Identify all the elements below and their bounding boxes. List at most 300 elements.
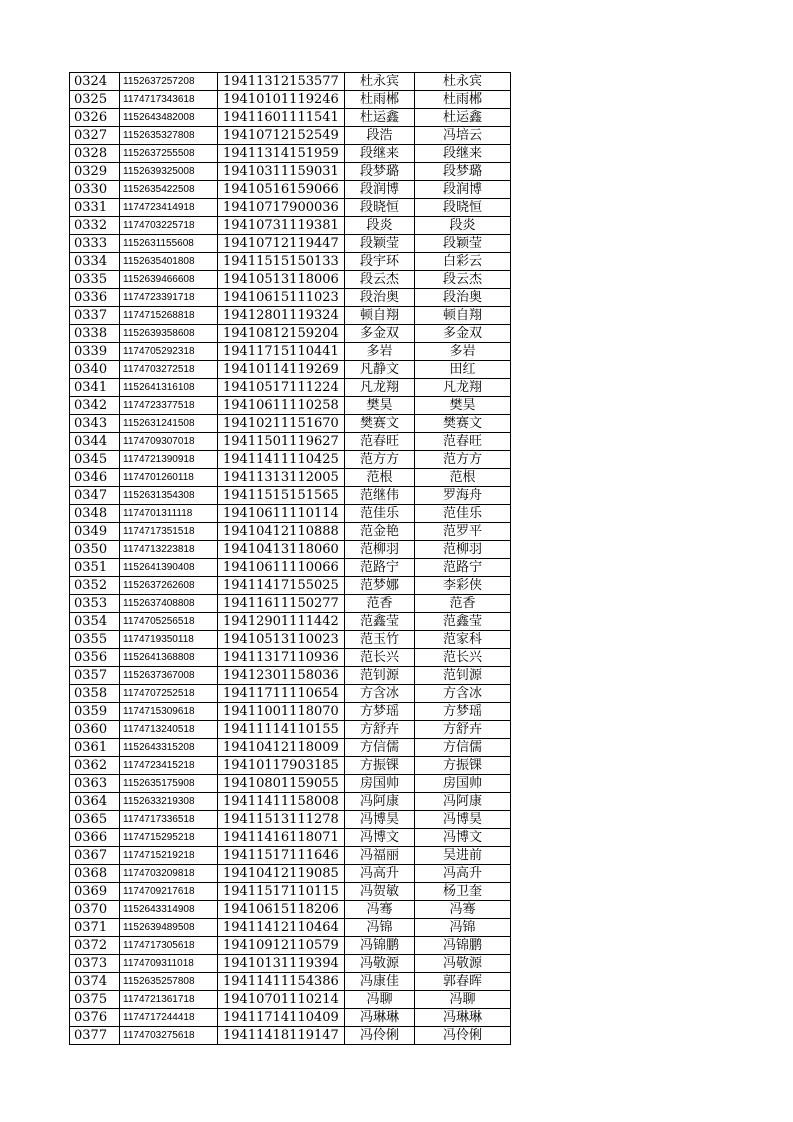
secondary-name-cell: 范罗平 <box>415 523 511 541</box>
name-cell: 冯骞 <box>345 901 415 919</box>
name-cell: 冯聊 <box>345 991 415 1009</box>
registration-number-cell: 19411411158008 <box>218 793 345 811</box>
table-row <box>70 415 511 433</box>
table-row <box>70 91 511 109</box>
secondary-name-cell: 杜永宾 <box>415 73 511 91</box>
name-cell: 段颖莹 <box>345 235 415 253</box>
table-row <box>70 649 511 667</box>
table-row <box>70 703 511 721</box>
serial-number-cell: 0365 <box>70 811 120 829</box>
serial-number-cell: 0374 <box>70 973 120 991</box>
secondary-name-cell: 杨卫奎 <box>415 883 511 901</box>
table-row <box>70 109 511 127</box>
secondary-name-cell: 杜运鑫 <box>415 109 511 127</box>
secondary-name-cell: 李彩侠 <box>415 577 511 595</box>
secondary-name-cell: 方振锞 <box>415 757 511 775</box>
secondary-name-cell: 方梦瑶 <box>415 703 511 721</box>
table-row <box>70 613 511 631</box>
id-number-cell: 1152637367008 <box>120 667 218 685</box>
table-row <box>70 901 511 919</box>
id-number-cell: 1174719350118 <box>120 631 218 649</box>
secondary-name-cell: 范春旺 <box>415 433 511 451</box>
table-row <box>70 235 511 253</box>
table-row <box>70 433 511 451</box>
id-number-cell: 1174713223818 <box>120 541 218 559</box>
id-number-cell: 1152639358608 <box>120 325 218 343</box>
name-cell: 冯贺敏 <box>345 883 415 901</box>
name-cell: 冯锦 <box>345 919 415 937</box>
name-cell: 范佳乐 <box>345 505 415 523</box>
registration-number-cell: 19411517110115 <box>218 883 345 901</box>
secondary-name-cell: 范佳乐 <box>415 505 511 523</box>
name-cell: 多金双 <box>345 325 415 343</box>
secondary-name-cell: 范钊源 <box>415 667 511 685</box>
secondary-name-cell: 范长兴 <box>415 649 511 667</box>
table-row <box>70 757 511 775</box>
secondary-name-cell: 多岩 <box>415 343 511 361</box>
id-number-cell: 1174703209818 <box>120 865 218 883</box>
id-number-cell: 1174703275618 <box>120 1027 218 1045</box>
name-cell: 冯阿康 <box>345 793 415 811</box>
secondary-name-cell: 冯培云 <box>415 127 511 145</box>
id-number-cell: 1152631155608 <box>120 235 218 253</box>
table-row <box>70 73 511 91</box>
id-number-cell: 1174723377518 <box>120 397 218 415</box>
table-row <box>70 253 511 271</box>
table-row <box>70 919 511 937</box>
id-number-cell: 1152635422508 <box>120 181 218 199</box>
registration-number-cell: 19411417155025 <box>218 577 345 595</box>
serial-number-cell: 0338 <box>70 325 120 343</box>
serial-number-cell: 0345 <box>70 451 120 469</box>
secondary-name-cell: 冯博文 <box>415 829 511 847</box>
serial-number-cell: 0360 <box>70 721 120 739</box>
table-row <box>70 1027 511 1045</box>
name-cell: 冯锦鹏 <box>345 937 415 955</box>
registration-number-cell: 19411313112005 <box>218 469 345 487</box>
name-cell: 樊昊 <box>345 397 415 415</box>
serial-number-cell: 0353 <box>70 595 120 613</box>
registration-number-cell: 19410611110066 <box>218 559 345 577</box>
secondary-name-cell: 冯博昊 <box>415 811 511 829</box>
table-row <box>70 667 511 685</box>
registration-number-cell: 19410101119246 <box>218 91 345 109</box>
secondary-name-cell: 冯锦鹏 <box>415 937 511 955</box>
secondary-name-cell: 方含冰 <box>415 685 511 703</box>
serial-number-cell: 0367 <box>70 847 120 865</box>
name-cell: 范柳羽 <box>345 541 415 559</box>
table-row <box>70 271 511 289</box>
name-cell: 方舒卉 <box>345 721 415 739</box>
secondary-name-cell: 范鑫莹 <box>415 613 511 631</box>
id-number-cell: 1174707252518 <box>120 685 218 703</box>
name-cell: 凡静文 <box>345 361 415 379</box>
serial-number-cell: 0340 <box>70 361 120 379</box>
id-number-cell: 1152631241508 <box>120 415 218 433</box>
table-row <box>70 631 511 649</box>
registration-number-cell: 19410912110579 <box>218 937 345 955</box>
id-number-cell: 1174703225718 <box>120 217 218 235</box>
name-cell: 范玉竹 <box>345 631 415 649</box>
registration-number-cell: 19410701110214 <box>218 991 345 1009</box>
id-number-cell: 1174705256518 <box>120 613 218 631</box>
registration-number-cell: 19410311159031 <box>218 163 345 181</box>
registration-number-cell: 19411611150277 <box>218 595 345 613</box>
id-number-cell: 1174723391718 <box>120 289 218 307</box>
table-row <box>70 955 511 973</box>
registration-number-cell: 19411001118070 <box>218 703 345 721</box>
registration-number-cell: 19410717900036 <box>218 199 345 217</box>
table-row <box>70 325 511 343</box>
secondary-name-cell: 樊赛文 <box>415 415 511 433</box>
registration-number-cell: 19411501119627 <box>218 433 345 451</box>
id-number-cell: 1174709217618 <box>120 883 218 901</box>
table-row <box>70 523 511 541</box>
registration-number-cell: 19410712119447 <box>218 235 345 253</box>
id-number-cell: 1152633219308 <box>120 793 218 811</box>
id-number-cell: 1152635175908 <box>120 775 218 793</box>
table-row <box>70 685 511 703</box>
serial-number-cell: 0368 <box>70 865 120 883</box>
table-row <box>70 829 511 847</box>
secondary-name-cell: 段炎 <box>415 217 511 235</box>
registration-number-cell: 19410615118206 <box>218 901 345 919</box>
registration-number-cell: 19411411154386 <box>218 973 345 991</box>
id-number-cell: 1152639466608 <box>120 271 218 289</box>
secondary-name-cell: 罗海舟 <box>415 487 511 505</box>
serial-number-cell: 0375 <box>70 991 120 1009</box>
serial-number-cell: 0363 <box>70 775 120 793</box>
name-cell: 冯敬源 <box>345 955 415 973</box>
id-number-cell: 1174723415218 <box>120 757 218 775</box>
registration-number-cell: 19410117903185 <box>218 757 345 775</box>
table-row <box>70 397 511 415</box>
name-cell: 段宇环 <box>345 253 415 271</box>
name-cell: 段治奥 <box>345 289 415 307</box>
id-number-cell: 1152631354308 <box>120 487 218 505</box>
id-number-cell: 1174721390918 <box>120 451 218 469</box>
registration-number-cell: 19411312153577 <box>218 73 345 91</box>
secondary-name-cell: 郭春晖 <box>415 973 511 991</box>
id-number-cell: 1152643482008 <box>120 109 218 127</box>
table-row <box>70 991 511 1009</box>
secondary-name-cell: 方信儒 <box>415 739 511 757</box>
table-row <box>70 127 511 145</box>
name-cell: 范路宁 <box>345 559 415 577</box>
id-number-cell: 1174721361718 <box>120 991 218 1009</box>
id-number-cell: 1174717336518 <box>120 811 218 829</box>
serial-number-cell: 0358 <box>70 685 120 703</box>
secondary-name-cell: 范路宁 <box>415 559 511 577</box>
secondary-name-cell: 杜雨郴 <box>415 91 511 109</box>
secondary-name-cell: 房国帅 <box>415 775 511 793</box>
registration-number-cell: 19410731119381 <box>218 217 345 235</box>
table-row <box>70 775 511 793</box>
secondary-name-cell: 段颖莹 <box>415 235 511 253</box>
serial-number-cell: 0324 <box>70 73 120 91</box>
name-cell: 冯伶俐 <box>345 1027 415 1045</box>
name-cell: 范长兴 <box>345 649 415 667</box>
name-cell: 杜雨郴 <box>345 91 415 109</box>
table-row <box>70 199 511 217</box>
serial-number-cell: 0339 <box>70 343 120 361</box>
name-cell: 范根 <box>345 469 415 487</box>
id-number-cell: 1152637255508 <box>120 145 218 163</box>
table-row <box>70 559 511 577</box>
table-row <box>70 541 511 559</box>
id-number-cell: 1152635401808 <box>120 253 218 271</box>
serial-number-cell: 0357 <box>70 667 120 685</box>
serial-number-cell: 0369 <box>70 883 120 901</box>
serial-number-cell: 0342 <box>70 397 120 415</box>
registration-number-cell: 19410114119269 <box>218 361 345 379</box>
registration-number-cell: 19410801159055 <box>218 775 345 793</box>
name-cell: 范金艳 <box>345 523 415 541</box>
name-cell: 范方方 <box>345 451 415 469</box>
id-number-cell: 1152643314908 <box>120 901 218 919</box>
serial-number-cell: 0336 <box>70 289 120 307</box>
secondary-name-cell: 冯高升 <box>415 865 511 883</box>
serial-number-cell: 0328 <box>70 145 120 163</box>
table-row <box>70 145 511 163</box>
id-number-cell: 1174715268818 <box>120 307 218 325</box>
table-row <box>70 847 511 865</box>
name-cell: 方信儒 <box>345 739 415 757</box>
serial-number-cell: 0373 <box>70 955 120 973</box>
name-cell: 方梦瑶 <box>345 703 415 721</box>
registration-number-cell: 19412801119324 <box>218 307 345 325</box>
registration-number-cell: 19411714110409 <box>218 1009 345 1027</box>
roster-table-body <box>70 73 511 1045</box>
id-number-cell: 1152639325008 <box>120 163 218 181</box>
table-row <box>70 487 511 505</box>
registration-number-cell: 19411416118071 <box>218 829 345 847</box>
secondary-name-cell: 冯阿康 <box>415 793 511 811</box>
secondary-name-cell: 段治奥 <box>415 289 511 307</box>
name-cell: 多岩 <box>345 343 415 361</box>
serial-number-cell: 0372 <box>70 937 120 955</box>
table-row <box>70 937 511 955</box>
name-cell: 范春旺 <box>345 433 415 451</box>
serial-number-cell: 0349 <box>70 523 120 541</box>
serial-number-cell: 0362 <box>70 757 120 775</box>
serial-number-cell: 0333 <box>70 235 120 253</box>
serial-number-cell: 0334 <box>70 253 120 271</box>
table-row <box>70 505 511 523</box>
table-row <box>70 721 511 739</box>
registration-number-cell: 19411411110425 <box>218 451 345 469</box>
id-number-cell: 1174701260118 <box>120 469 218 487</box>
serial-number-cell: 0354 <box>70 613 120 631</box>
id-number-cell: 1174709307018 <box>120 433 218 451</box>
name-cell: 樊赛文 <box>345 415 415 433</box>
name-cell: 冯高升 <box>345 865 415 883</box>
registration-number-cell: 19411317110936 <box>218 649 345 667</box>
registration-number-cell: 19410615111023 <box>218 289 345 307</box>
secondary-name-cell: 段云杰 <box>415 271 511 289</box>
secondary-name-cell: 范香 <box>415 595 511 613</box>
secondary-name-cell: 范根 <box>415 469 511 487</box>
secondary-name-cell: 凡龙翔 <box>415 379 511 397</box>
secondary-name-cell: 白彩云 <box>415 253 511 271</box>
serial-number-cell: 0377 <box>70 1027 120 1045</box>
registration-number-cell: 19410211151670 <box>218 415 345 433</box>
name-cell: 段晓恒 <box>345 199 415 217</box>
registration-number-cell: 19410413118060 <box>218 541 345 559</box>
id-number-cell: 1152643315208 <box>120 739 218 757</box>
table-row <box>70 361 511 379</box>
registration-number-cell: 19410712152549 <box>218 127 345 145</box>
name-cell: 凡龙翔 <box>345 379 415 397</box>
name-cell: 段继来 <box>345 145 415 163</box>
table-row <box>70 379 511 397</box>
id-number-cell: 1152635257808 <box>120 973 218 991</box>
table-row <box>70 163 511 181</box>
secondary-name-cell: 方舒卉 <box>415 721 511 739</box>
id-number-cell: 1152637262608 <box>120 577 218 595</box>
secondary-name-cell: 段继来 <box>415 145 511 163</box>
id-number-cell: 1174713240518 <box>120 721 218 739</box>
secondary-name-cell: 顿自翔 <box>415 307 511 325</box>
registration-number-cell: 19411715110441 <box>218 343 345 361</box>
secondary-name-cell: 吴进前 <box>415 847 511 865</box>
serial-number-cell: 0341 <box>70 379 120 397</box>
name-cell: 范鑫莹 <box>345 613 415 631</box>
id-number-cell: 1174715309618 <box>120 703 218 721</box>
registration-number-cell: 19410412118009 <box>218 739 345 757</box>
serial-number-cell: 0347 <box>70 487 120 505</box>
registration-number-cell: 19410513110023 <box>218 631 345 649</box>
id-number-cell: 1152635327808 <box>120 127 218 145</box>
serial-number-cell: 0371 <box>70 919 120 937</box>
id-number-cell: 1174723414918 <box>120 199 218 217</box>
serial-number-cell: 0364 <box>70 793 120 811</box>
secondary-name-cell: 樊昊 <box>415 397 511 415</box>
serial-number-cell: 0370 <box>70 901 120 919</box>
id-number-cell: 1152641368808 <box>120 649 218 667</box>
name-cell: 冯福丽 <box>345 847 415 865</box>
table-row <box>70 865 511 883</box>
name-cell: 冯博文 <box>345 829 415 847</box>
registration-number-cell: 19411711110654 <box>218 685 345 703</box>
secondary-name-cell: 冯聊 <box>415 991 511 1009</box>
id-number-cell: 1152637408808 <box>120 595 218 613</box>
name-cell: 杜运鑫 <box>345 109 415 127</box>
secondary-name-cell: 冯琳琳 <box>415 1009 511 1027</box>
serial-number-cell: 0331 <box>70 199 120 217</box>
name-cell: 范香 <box>345 595 415 613</box>
registration-number-cell: 19410517111224 <box>218 379 345 397</box>
registration-number-cell: 19410131119394 <box>218 955 345 973</box>
serial-number-cell: 0366 <box>70 829 120 847</box>
registration-number-cell: 19412301158036 <box>218 667 345 685</box>
secondary-name-cell: 段梦璐 <box>415 163 511 181</box>
id-number-cell: 1174717351518 <box>120 523 218 541</box>
table-row <box>70 577 511 595</box>
table-row <box>70 973 511 991</box>
registration-number-cell: 19410412119085 <box>218 865 345 883</box>
secondary-name-cell: 段润博 <box>415 181 511 199</box>
registration-number-cell: 19411314151959 <box>218 145 345 163</box>
serial-number-cell: 0337 <box>70 307 120 325</box>
table-row <box>70 1009 511 1027</box>
secondary-name-cell: 段晓恒 <box>415 199 511 217</box>
serial-number-cell: 0344 <box>70 433 120 451</box>
name-cell: 方振锞 <box>345 757 415 775</box>
serial-number-cell: 0350 <box>70 541 120 559</box>
serial-number-cell: 0351 <box>70 559 120 577</box>
table-row <box>70 181 511 199</box>
registration-number-cell: 19411418119147 <box>218 1027 345 1045</box>
id-number-cell: 1174715219218 <box>120 847 218 865</box>
secondary-name-cell: 多金双 <box>415 325 511 343</box>
registration-number-cell: 19410611110114 <box>218 505 345 523</box>
table-row <box>70 307 511 325</box>
registration-number-cell: 19411515151565 <box>218 487 345 505</box>
roster-table <box>69 72 511 1045</box>
serial-number-cell: 0346 <box>70 469 120 487</box>
name-cell: 房国帅 <box>345 775 415 793</box>
name-cell: 段润博 <box>345 181 415 199</box>
registration-number-cell: 19411517111646 <box>218 847 345 865</box>
serial-number-cell: 0352 <box>70 577 120 595</box>
secondary-name-cell: 冯锦 <box>415 919 511 937</box>
serial-number-cell: 0332 <box>70 217 120 235</box>
secondary-name-cell: 冯敬源 <box>415 955 511 973</box>
table-row <box>70 289 511 307</box>
secondary-name-cell: 范柳羽 <box>415 541 511 559</box>
table-row <box>70 793 511 811</box>
table-row <box>70 811 511 829</box>
registration-number-cell: 19410513118006 <box>218 271 345 289</box>
registration-number-cell: 19410412110888 <box>218 523 345 541</box>
registration-number-cell: 19410812159204 <box>218 325 345 343</box>
table-row <box>70 217 511 235</box>
table-row <box>70 883 511 901</box>
table-row <box>70 595 511 613</box>
name-cell: 范梦娜 <box>345 577 415 595</box>
secondary-name-cell: 范家科 <box>415 631 511 649</box>
secondary-name-cell: 田红 <box>415 361 511 379</box>
registration-number-cell: 19410611110258 <box>218 397 345 415</box>
id-number-cell: 1152639489508 <box>120 919 218 937</box>
table-row <box>70 451 511 469</box>
registration-number-cell: 19411412110464 <box>218 919 345 937</box>
table-row <box>70 739 511 757</box>
id-number-cell: 1152637257208 <box>120 73 218 91</box>
serial-number-cell: 0329 <box>70 163 120 181</box>
name-cell: 方含冰 <box>345 685 415 703</box>
name-cell: 段浩 <box>345 127 415 145</box>
registration-number-cell: 19411601111541 <box>218 109 345 127</box>
table-row <box>70 343 511 361</box>
serial-number-cell: 0330 <box>70 181 120 199</box>
serial-number-cell: 0356 <box>70 649 120 667</box>
name-cell: 范继伟 <box>345 487 415 505</box>
name-cell: 冯康佳 <box>345 973 415 991</box>
name-cell: 段梦璐 <box>345 163 415 181</box>
serial-number-cell: 0355 <box>70 631 120 649</box>
id-number-cell: 1152641316108 <box>120 379 218 397</box>
serial-number-cell: 0348 <box>70 505 120 523</box>
id-number-cell: 1174717244418 <box>120 1009 218 1027</box>
name-cell: 冯琳琳 <box>345 1009 415 1027</box>
registration-number-cell: 19411513111278 <box>218 811 345 829</box>
registration-number-cell: 19410516159066 <box>218 181 345 199</box>
id-number-cell: 1174701311118 <box>120 505 218 523</box>
serial-number-cell: 0325 <box>70 91 120 109</box>
serial-number-cell: 0359 <box>70 703 120 721</box>
